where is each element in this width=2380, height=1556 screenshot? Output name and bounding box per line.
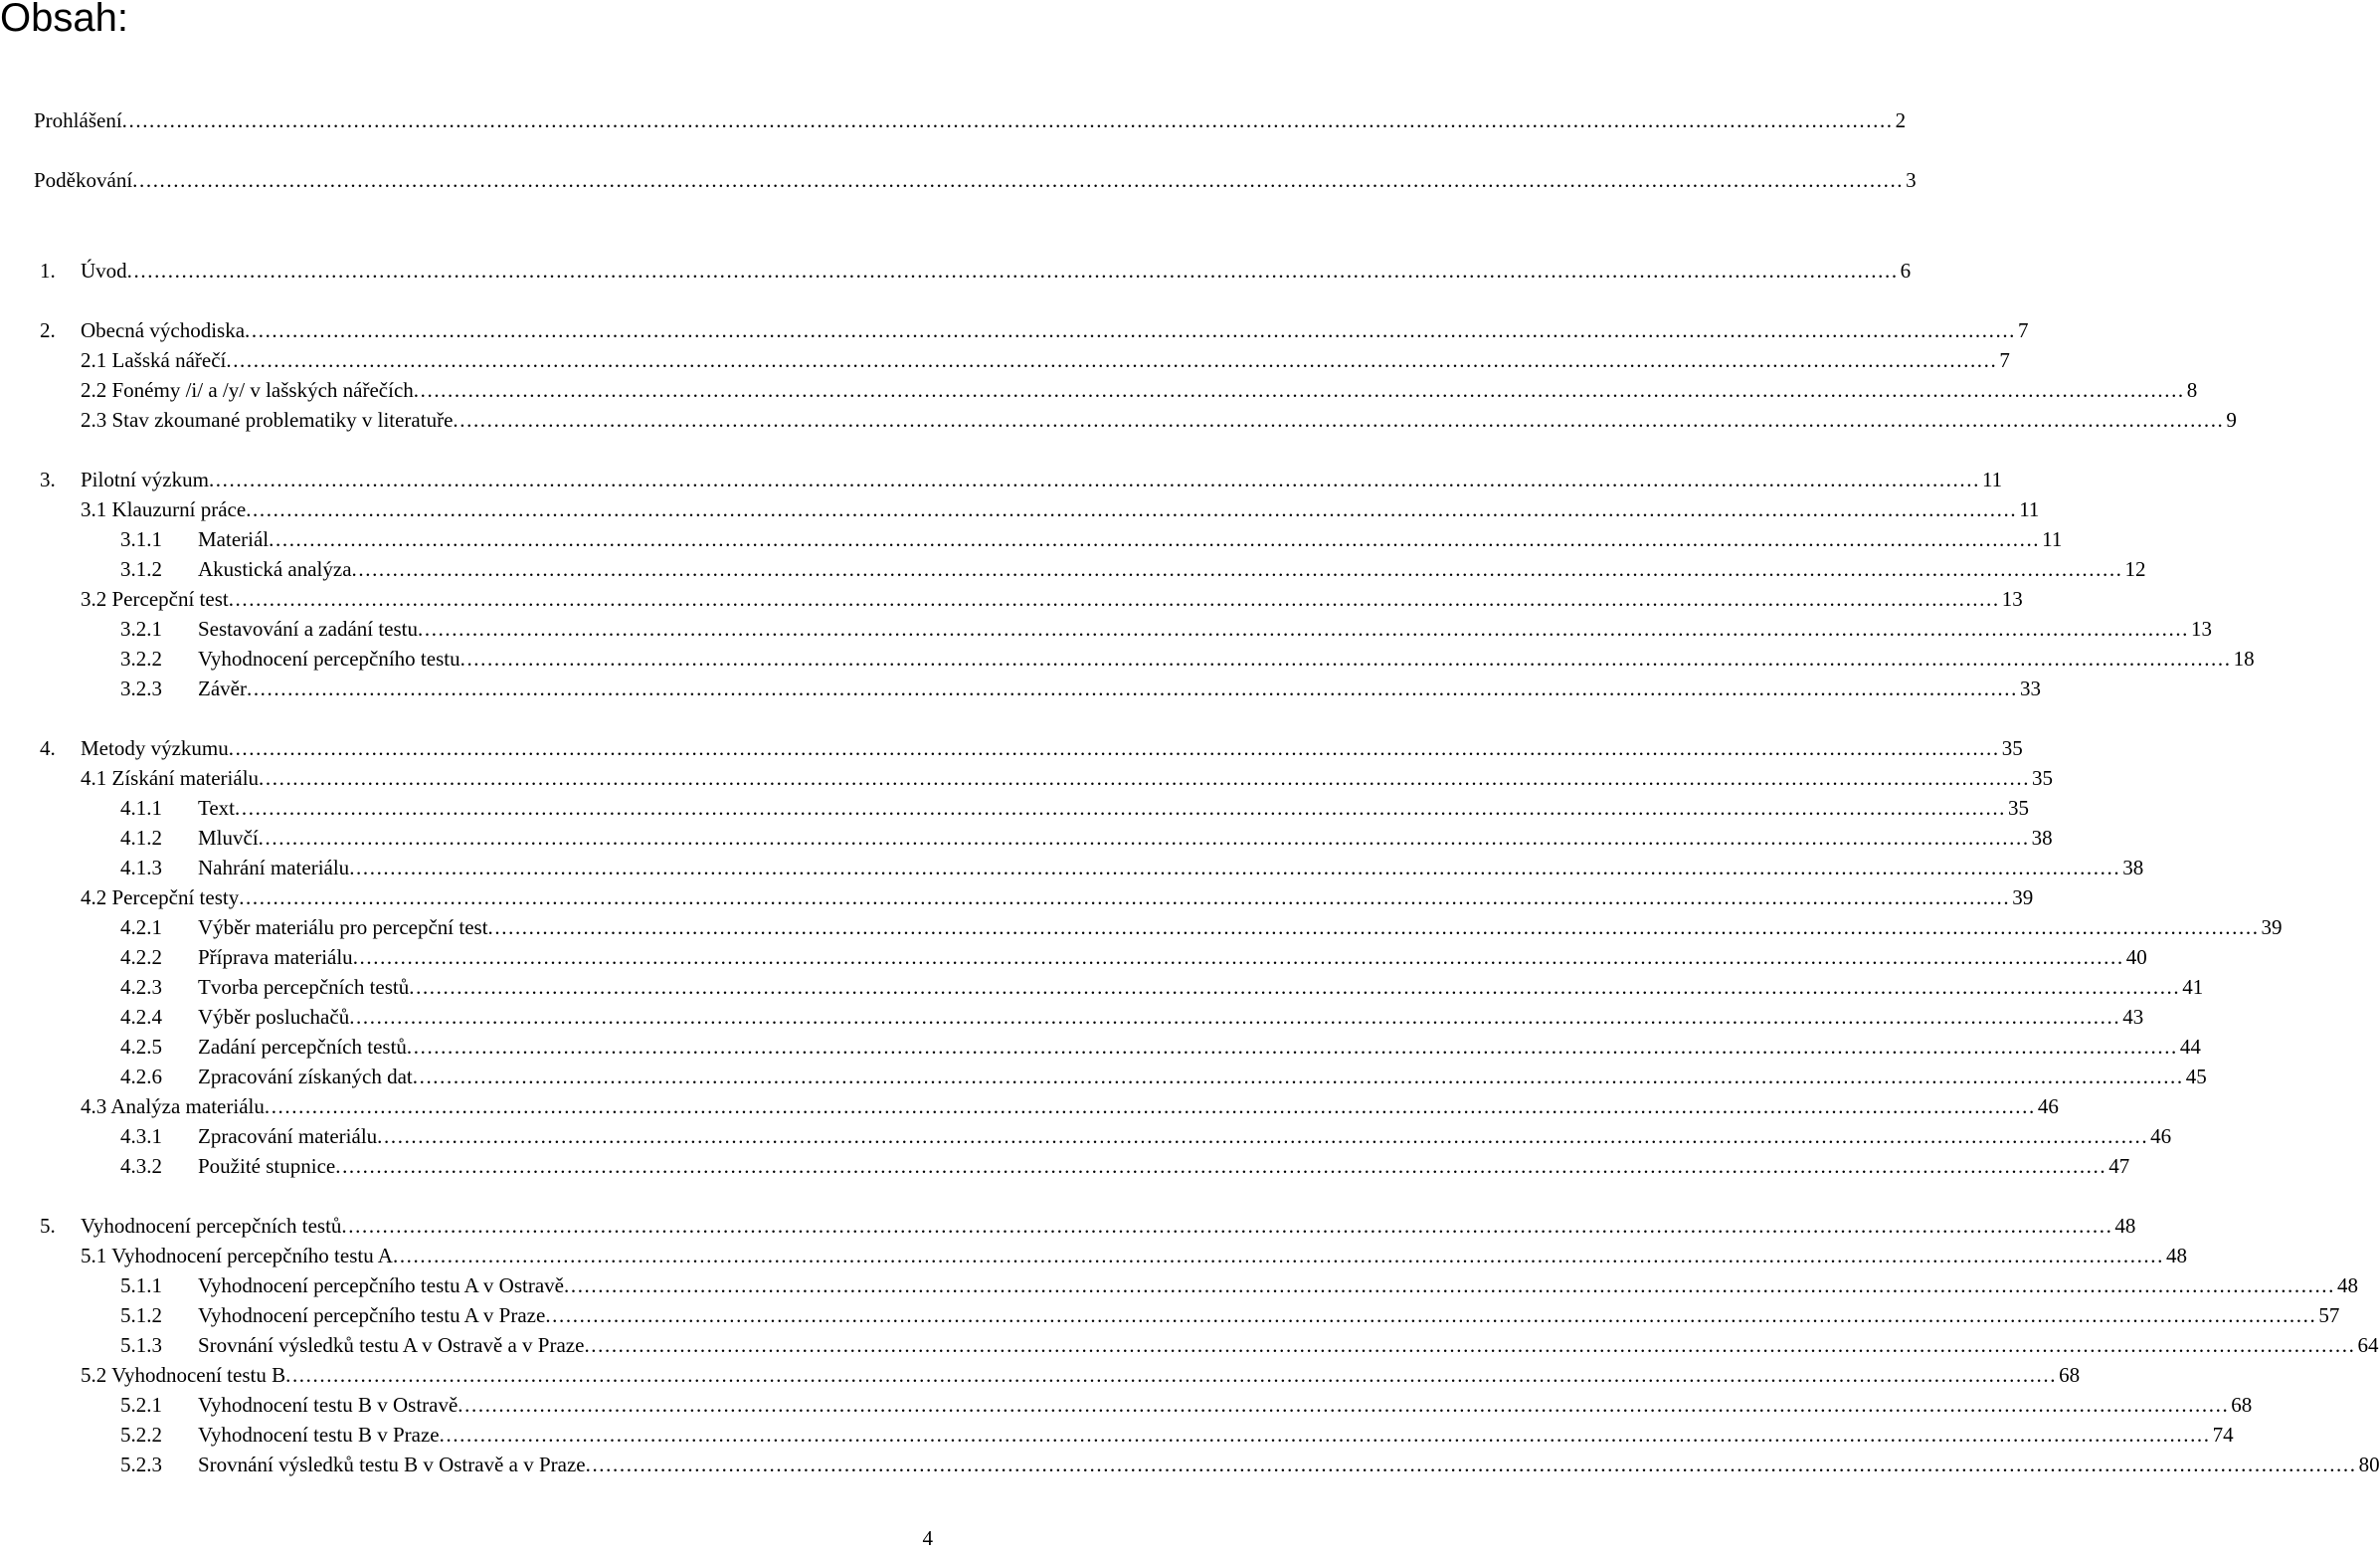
toc-entry-number: 2. — [40, 318, 56, 342]
toc-dot-leader: .................................................................................................................................................................................................................................................................... — [545, 1303, 2317, 1327]
toc-dot-leader: .................................................................................................................................................................................................................................................................... — [418, 617, 2190, 641]
toc-entry-number: 4.1.1 — [120, 796, 162, 820]
toc-dot-leader: .................................................................................................................................................................................................................................................................... — [392, 1244, 2164, 1267]
toc-entry-number: 5.1.2 — [120, 1303, 162, 1327]
toc-entry-page: 11 — [2042, 527, 2063, 551]
toc-dot-leader: .................................................................................................................................................................................................................................................................... — [246, 497, 2018, 521]
toc-entry-title[interactable]: 2.3 Stav zkoumané problematiky v literatuře — [81, 405, 453, 435]
page-number: 4 — [922, 1526, 933, 1550]
toc-entry[interactable] — [0, 912, 2283, 942]
toc-entry[interactable] — [0, 853, 2144, 882]
toc-entry-page: 11 — [2019, 497, 2040, 521]
toc-dot-leader: .................................................................................................................................................................................................................................................................... — [409, 975, 2181, 999]
toc-entry-page: 48 — [2114, 1214, 2136, 1238]
toc-dot-leader: .................................................................................................................................................................................................................................................................... — [245, 318, 2017, 342]
toc-entry-page: 18 — [2233, 647, 2255, 671]
toc-entry-title[interactable]: Materiál — [198, 524, 269, 554]
toc-entry-page: 7 — [2018, 318, 2029, 342]
toc-entry[interactable] — [0, 823, 2053, 853]
toc-entry-number: 4.1.2 — [120, 826, 162, 850]
toc-entry-page: 35 — [2008, 796, 2030, 820]
toc-entry[interactable] — [0, 793, 2030, 823]
toc-entry-page: 48 — [2337, 1273, 2358, 1297]
toc-entry[interactable] — [0, 1390, 2253, 1420]
toc-dot-leader: .................................................................................................................................................................................................................................................................... — [259, 766, 2031, 790]
toc-dot-leader: .................................................................................................................................................................................................................................................................... — [406, 1035, 2178, 1059]
toc-entry[interactable] — [0, 1270, 2358, 1300]
toc-entry-page: 33 — [2019, 677, 2041, 700]
toc-entry-number: 4. — [40, 736, 56, 760]
toc-entry[interactable] — [0, 1121, 2172, 1151]
toc-entry[interactable] — [0, 345, 2010, 375]
page-title: Obsah: — [0, 0, 128, 40]
toc-entry[interactable] — [0, 972, 2204, 1002]
toc-entry-number: 4.2.5 — [120, 1035, 162, 1059]
toc-entry-page: 74 — [2212, 1423, 2234, 1447]
toc-entry-number: 4.2.4 — [120, 1005, 162, 1029]
toc-entry-title[interactable]: Vyhodnocení percepčního testu A v Ostravě — [198, 1270, 564, 1300]
toc-entry-title[interactable]: Akustická analýza — [198, 554, 352, 584]
toc-entry-title[interactable]: Pilotní výzkum — [81, 465, 209, 494]
toc-entry[interactable] — [0, 465, 2003, 494]
toc-dot-leader: .................................................................................................................................................................................................................................................................... — [341, 1214, 2113, 1238]
toc-entry-page: 68 — [2231, 1393, 2253, 1417]
toc-entry-title[interactable]: Zadání percepčních testů — [198, 1032, 407, 1062]
toc-dot-leader: .................................................................................................................................................................................................................................................................... — [239, 885, 2011, 909]
toc-entry-number: 4.2.1 — [120, 915, 162, 939]
toc-entry-page: 47 — [2108, 1154, 2130, 1178]
toc-entry-page: 64 — [2357, 1333, 2379, 1357]
toc-entry-number: 3.1.2 — [120, 557, 162, 581]
toc-entry[interactable] — [0, 584, 2023, 614]
toc-entry-title[interactable]: Výběr posluchačů — [198, 1002, 349, 1032]
toc-entry[interactable] — [0, 375, 2198, 405]
toc-entry-title[interactable]: 4.2 Percepční testy — [81, 882, 239, 912]
toc-entry[interactable] — [0, 165, 1917, 195]
toc-entry[interactable] — [0, 256, 1912, 286]
toc-dot-leader: .................................................................................................................................................................................................................................................................... — [121, 108, 1894, 132]
toc-entry-page: 13 — [2001, 587, 2023, 611]
toc-dot-leader: .................................................................................................................................................................................................................................................................... — [349, 1005, 2121, 1029]
toc-entry-number: 4.2.2 — [120, 945, 162, 969]
toc-entry-title[interactable]: 4.1 Získání materiálu — [81, 763, 259, 793]
toc-entry-title[interactable]: 2.1 Lašská nářečí — [81, 345, 226, 375]
toc-entry-number: 3.2.1 — [120, 617, 162, 641]
toc-entry-page: 7 — [1999, 348, 2010, 372]
toc-entry-title[interactable]: Zpracování materiálu — [198, 1121, 377, 1151]
toc-entry[interactable] — [0, 1300, 2340, 1330]
toc-entry-page: 39 — [2261, 915, 2283, 939]
toc-entry[interactable] — [0, 644, 2255, 674]
toc-entry[interactable] — [0, 405, 2237, 435]
toc-dot-leader: .................................................................................................................................................................................................................................................................... — [377, 1124, 2149, 1148]
toc-entry-page: 6 — [1900, 259, 1912, 283]
toc-entry-title[interactable]: Sestavování a zadání testu — [198, 614, 418, 644]
toc-entry-title[interactable]: Srovnání výsledků testu B v Ostravě a v Praze — [198, 1450, 586, 1479]
toc-dot-leader: .................................................................................................................................................................................................................................................................... — [413, 378, 2185, 402]
toc-entry[interactable] — [0, 1360, 2081, 1390]
toc-entry[interactable] — [0, 882, 2034, 912]
toc-entry[interactable] — [0, 1330, 2379, 1360]
toc-entry-title[interactable]: Použité stupnice — [198, 1151, 335, 1181]
toc-dot-leader: .................................................................................................................................................................................................................................................................... — [351, 557, 2123, 581]
toc-entry-page: 8 — [2186, 378, 2198, 402]
toc-entry-number: 5.2.1 — [120, 1393, 162, 1417]
toc-dot-leader: .................................................................................................................................................................................................................................................................... — [564, 1273, 2335, 1297]
toc-entry-page: 2 — [1895, 108, 1907, 132]
toc-entry-title[interactable]: Výběr materiálu pro percepční test — [198, 912, 488, 942]
toc-dot-leader: .................................................................................................................................................................................................................................................................... — [352, 945, 2124, 969]
toc-entry-page: 9 — [2226, 408, 2237, 432]
toc-entry-number: 5. — [40, 1214, 56, 1238]
toc-entry-title[interactable]: Srovnání výsledků testu A v Ostravě a v Praze — [198, 1330, 584, 1360]
toc-entry-page: 40 — [2125, 945, 2147, 969]
toc-entry-number: 1. — [40, 259, 56, 283]
toc-entry[interactable] — [0, 1002, 2144, 1032]
toc-entry-page: 80 — [2358, 1453, 2380, 1476]
toc-entry-page: 13 — [2191, 617, 2213, 641]
toc-entry[interactable] — [0, 315, 2029, 345]
toc-dot-leader: .................................................................................................................................................................................................................................................................... — [412, 1065, 2184, 1088]
toc-entry-page: 57 — [2318, 1303, 2340, 1327]
toc-entry[interactable] — [0, 1091, 2059, 1121]
toc-dot-leader: .................................................................................................................................................................................................................................................................... — [584, 1333, 2356, 1357]
toc-entry-title[interactable]: 3.1 Klauzurní práce — [81, 494, 246, 524]
toc-dot-leader: .................................................................................................................................................................................................................................................................... — [258, 826, 2030, 850]
toc-entry-page: 35 — [2032, 766, 2054, 790]
toc-entry-number: 3.2.2 — [120, 647, 162, 671]
toc-entry-number: 5.1.3 — [120, 1333, 162, 1357]
toc-entry-title[interactable]: 4.3 Analýza materiálu — [81, 1091, 265, 1121]
toc-entry[interactable] — [0, 1062, 2207, 1091]
toc-dot-leader: .................................................................................................................................................................................................................................................................... — [585, 1453, 2357, 1476]
toc-entry-page: 46 — [2037, 1094, 2059, 1118]
toc-dot-leader: .................................................................................................................................................................................................................................................................... — [228, 587, 2000, 611]
toc-entry-page: 46 — [2150, 1124, 2172, 1148]
toc-entry-page: 38 — [2122, 856, 2144, 879]
toc-entry-page: 45 — [2185, 1065, 2207, 1088]
toc-entry-page: 38 — [2031, 826, 2053, 850]
toc-entry-page: 11 — [1981, 468, 2003, 491]
toc-entry-title[interactable]: Zpracování získaných dat — [198, 1062, 413, 1091]
toc-entry-number: 5.2.2 — [120, 1423, 162, 1447]
toc-entry-title[interactable]: Mluvčí — [198, 823, 259, 853]
toc-entry-number: 3.2.3 — [120, 677, 162, 700]
toc-entry-page: 39 — [2012, 885, 2034, 909]
toc-dot-leader: .................................................................................................................................................................................................................................................................... — [458, 1393, 2230, 1417]
toc-dot-leader: .................................................................................................................................................................................................................................................................... — [487, 915, 2260, 939]
toc-entry-title[interactable]: Prohlášení — [34, 105, 122, 135]
toc-entry[interactable] — [0, 494, 2040, 524]
toc-entry[interactable] — [0, 733, 2023, 763]
toc-dot-leader: .................................................................................................................................................................................................................................................................... — [246, 677, 2018, 700]
toc-entry[interactable] — [0, 1420, 2234, 1450]
toc-entry-title[interactable]: 5.2 Vyhodnocení testu B — [81, 1360, 285, 1390]
toc-entry-page: 43 — [2122, 1005, 2144, 1029]
toc-entry-title[interactable]: Metody výzkumu — [81, 733, 229, 763]
toc-entry-title[interactable]: Vyhodnocení percepčního testu A v Praze — [198, 1300, 545, 1330]
toc-dot-leader: .................................................................................................................................................................................................................................................................... — [132, 168, 1905, 192]
toc-dot-leader: .................................................................................................................................................................................................................................................................... — [228, 736, 2000, 760]
toc-entry[interactable] — [0, 1151, 2130, 1181]
toc-entry[interactable] — [0, 1450, 2380, 1479]
toc-entry-title[interactable]: Poděkování — [34, 165, 132, 195]
toc-entry-title[interactable]: Příprava materiálu — [198, 942, 353, 972]
toc-entry-page: 41 — [2182, 975, 2204, 999]
toc-entry-title[interactable]: 5.1 Vyhodnocení percepčního testu A — [81, 1241, 393, 1270]
toc-entry-page: 35 — [2001, 736, 2023, 760]
toc-entry-page: 44 — [2179, 1035, 2201, 1059]
toc-entry-number: 4.3.1 — [120, 1124, 162, 1148]
toc-entry-title[interactable]: Vyhodnocení percepčního testu — [198, 644, 460, 674]
toc-entry-number: 5.1.1 — [120, 1273, 162, 1297]
toc-entry-page: 12 — [2124, 557, 2146, 581]
toc-entry-title[interactable]: Úvod — [81, 256, 127, 286]
toc-dot-leader: .................................................................................................................................................................................................................................................................... — [453, 408, 2225, 432]
toc-dot-leader: .................................................................................................................................................................................................................................................................... — [126, 259, 1899, 283]
toc-entry[interactable] — [0, 1211, 2136, 1241]
toc-entry-number: 3. — [40, 468, 56, 491]
toc-entry[interactable] — [0, 674, 2041, 703]
toc-dot-leader: .................................................................................................................................................................................................................................................................... — [335, 1154, 2107, 1178]
toc-entry[interactable] — [0, 1032, 2201, 1062]
toc-entry-page: 3 — [1906, 168, 1917, 192]
toc-dot-leader: .................................................................................................................................................................................................................................................................... — [285, 1363, 2058, 1387]
toc-entry-title[interactable]: Vyhodnocení percepčních testů — [81, 1211, 341, 1241]
toc-entry-title[interactable]: 2.2 Fonémy /i/ a /y/ v lašských nářečích — [81, 375, 414, 405]
toc-dot-leader: .................................................................................................................................................................................................................................................................... — [264, 1094, 2036, 1118]
toc-entry-number: 5.2.3 — [120, 1453, 162, 1476]
toc-entry-number: 4.2.6 — [120, 1065, 162, 1088]
toc-entry-title[interactable]: Tvorba percepčních testů — [198, 972, 409, 1002]
toc-dot-leader: .................................................................................................................................................................................................................................................................... — [235, 796, 2007, 820]
toc-entry-number: 4.3.2 — [120, 1154, 162, 1178]
toc-entry-page: 48 — [2165, 1244, 2187, 1267]
toc-entry-title[interactable]: Nahrání materiálu — [198, 853, 349, 882]
toc-dot-leader: .................................................................................................................................................................................................................................................................... — [269, 527, 2041, 551]
toc-entry-title[interactable]: Text — [198, 793, 235, 823]
toc-entry[interactable] — [0, 614, 2213, 644]
toc-entry[interactable] — [0, 1241, 2187, 1270]
toc-entry[interactable] — [0, 524, 2063, 554]
toc-dot-leader: .................................................................................................................................................................................................................................................................... — [459, 647, 2232, 671]
toc-entry-title[interactable]: 3.2 Percepční test — [81, 584, 229, 614]
toc-dot-leader: .................................................................................................................................................................................................................................................................... — [349, 856, 2121, 879]
toc-entry-title[interactable]: Závěr — [198, 674, 247, 703]
toc-entry-title[interactable]: Vyhodnocení testu B v Ostravě — [198, 1390, 458, 1420]
toc-entry-number: 4.2.3 — [120, 975, 162, 999]
toc-entry-page: 68 — [2059, 1363, 2081, 1387]
toc-entry[interactable] — [0, 942, 2147, 972]
toc-entry[interactable] — [0, 554, 2146, 584]
toc-entry-title[interactable]: Vyhodnocení testu B v Praze — [198, 1420, 440, 1450]
toc-entry-title[interactable]: Obecná východiska — [81, 315, 245, 345]
toc-dot-leader: .................................................................................................................................................................................................................................................................... — [208, 468, 1980, 491]
toc-entry[interactable] — [0, 105, 1907, 135]
toc-entry-number: 3.1.1 — [120, 527, 162, 551]
toc-entry-number: 4.1.3 — [120, 856, 162, 879]
toc-entry[interactable] — [0, 763, 2054, 793]
toc-dot-leader: .................................................................................................................................................................................................................................................................... — [439, 1423, 2211, 1447]
toc-dot-leader: .................................................................................................................................................................................................................................................................... — [226, 348, 1998, 372]
